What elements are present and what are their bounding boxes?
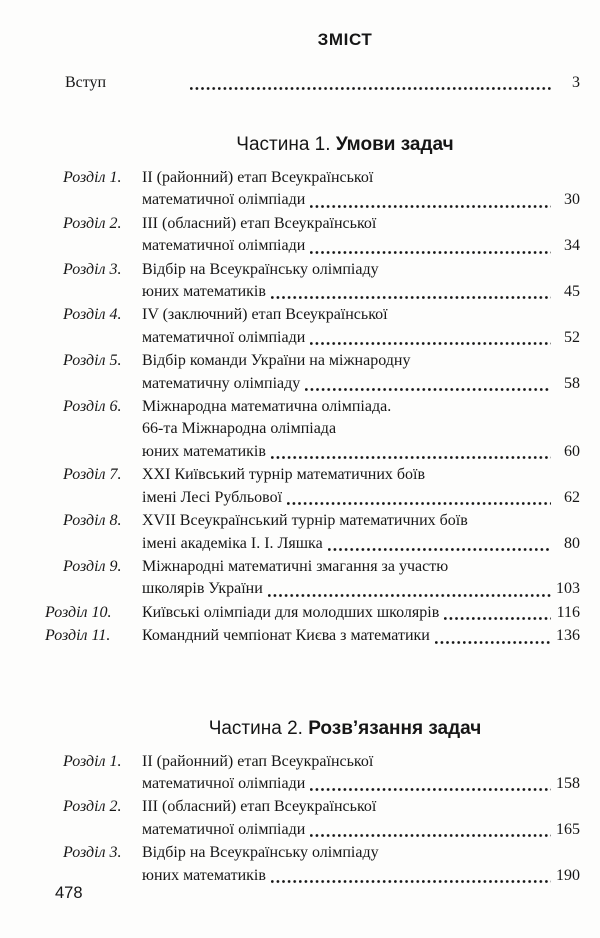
toc-entry-chapter-label: Розділ 3. xyxy=(63,260,122,278)
toc-sections xyxy=(0,134,600,887)
toc-entry-line-text: імені Лесі Рубльової xyxy=(142,488,283,506)
toc-entry xyxy=(45,304,580,349)
toc-entry-chapter-label: Розділ 3. xyxy=(63,844,122,862)
toc-entry-line: IV (заключний) етап Всеукраїнської xyxy=(142,306,388,324)
toc-entry-line: III (обласний) етап Всеукраїнської xyxy=(142,214,377,232)
toc-entry-chapter-label: Розділ 7. xyxy=(63,466,122,484)
leader-dots xyxy=(266,441,554,463)
leader-dots xyxy=(185,72,554,94)
section-heading xyxy=(110,718,580,740)
toc-entry-chapter-label: Розділ 4. xyxy=(63,306,122,324)
toc-entry-line: Відбір команди України на міжнародну xyxy=(142,352,411,370)
toc-entry-intro xyxy=(65,72,580,94)
toc-entry-chapter-label: Розділ 9. xyxy=(63,557,122,575)
toc-entry xyxy=(45,842,580,887)
toc-entry-content xyxy=(142,213,580,258)
toc-entry-line-text: математичної олімпіади xyxy=(142,820,306,838)
toc-entry-page-number: 62 xyxy=(564,488,580,506)
toc-entry-last-line xyxy=(142,281,580,303)
toc-entry-content xyxy=(142,259,580,304)
toc-entry-line: III (обласний) етап Всеукраїнської xyxy=(142,798,377,816)
leader-dots xyxy=(263,578,554,600)
toc-entry-line-text: математичної олімпіади xyxy=(142,191,306,209)
toc-entry-content xyxy=(142,510,580,555)
section-heading-prefix: Частина 1. xyxy=(236,134,336,155)
toc-entry xyxy=(45,625,580,647)
toc-entry-last-line xyxy=(142,189,580,211)
toc-entry-line: II (районний) етап Всеукраїнської xyxy=(142,752,374,770)
toc-entry-page-number: 34 xyxy=(564,237,580,255)
toc-entry xyxy=(45,350,580,395)
toc-entry-chapter-label: Розділ 6. xyxy=(63,398,122,416)
leader-dots xyxy=(439,602,554,624)
toc-entry-line: 66-та Міжнародна олімпіада xyxy=(142,420,337,438)
toc-entry xyxy=(45,259,580,304)
section-heading-prefix: Частина 2. xyxy=(208,717,309,739)
toc-entry-content xyxy=(142,602,580,624)
toc-entry-line: XVII Всеукраїнський турнір математичних боїв xyxy=(142,512,468,530)
toc-entry-last-line xyxy=(142,441,580,463)
toc-entry-last-line xyxy=(142,327,580,349)
toc-entry-page-number: 80 xyxy=(564,534,580,552)
toc-entry-line: XXI Київський турнір математичних боїв xyxy=(142,466,426,484)
toc-entry-content xyxy=(142,167,580,212)
toc-entry-line-text: математичної олімпіади xyxy=(142,328,306,346)
toc-entry-list xyxy=(45,167,580,648)
toc-entry-last-line xyxy=(142,533,580,555)
toc-entry xyxy=(45,556,580,601)
toc-entry-line-text: юних математиків xyxy=(142,866,266,884)
toc-entry xyxy=(45,167,580,212)
toc-entry-page-number: 136 xyxy=(556,627,580,645)
intro-label: Вступ xyxy=(65,74,107,91)
toc-entry-last-line xyxy=(142,235,580,257)
toc-entry-line: Відбір на Всеукраїнську олімпіаду xyxy=(142,844,379,862)
leader-dots xyxy=(282,487,554,509)
toc-entry-content xyxy=(142,842,580,887)
toc-entry-page-number: 30 xyxy=(564,191,580,209)
toc-entry-line-text: математичної олімпіади xyxy=(142,237,306,255)
section-heading-title: Умови задач xyxy=(335,134,454,155)
toc-entry-line-text: математичної олімпіади xyxy=(142,774,306,792)
toc-entry-line-text: математичну олімпіаду xyxy=(142,374,301,392)
toc-entry-content xyxy=(142,396,580,463)
toc-entry-chapter-label: Розділ 2. xyxy=(63,798,122,816)
toc-entry-page-number: 116 xyxy=(556,603,580,621)
leader-dots xyxy=(323,533,554,555)
leader-dots xyxy=(305,189,554,211)
toc-entry-line-text: юних математиків xyxy=(142,283,266,301)
page-title: ЗМІСТ xyxy=(317,30,373,49)
toc-entry-last-line xyxy=(142,773,580,795)
section-heading-title: Розв’язання задач xyxy=(308,717,482,739)
toc-entry xyxy=(45,510,580,555)
leader-dots xyxy=(305,819,554,841)
toc-entry xyxy=(45,796,580,841)
toc-entry-chapter-label: Розділ 1. xyxy=(63,169,122,186)
toc-entry-page-number: 52 xyxy=(564,328,580,346)
intro-page-number: 3 xyxy=(572,74,580,91)
toc-entry-content xyxy=(142,304,580,349)
toc-entry xyxy=(45,213,580,258)
toc-entry-chapter-label: Розділ 8. xyxy=(63,512,122,530)
toc-entry-page-number: 165 xyxy=(556,820,580,838)
toc-entry xyxy=(45,396,580,463)
toc-entry-line-text: імені академіка І. І. Ляшка xyxy=(142,534,323,552)
toc-entry-chapter-label: Розділ 11. xyxy=(45,627,111,645)
leader-dots xyxy=(266,281,554,303)
toc-entry xyxy=(45,602,580,624)
leader-dots xyxy=(430,625,554,647)
toc-entry-line-text: школярів України xyxy=(142,580,263,598)
toc-entry-last-line xyxy=(142,602,580,624)
toc-entry-last-line xyxy=(142,625,580,647)
folio-page-number: 478 xyxy=(55,884,83,902)
toc-entry-line: Міжнародна математична олімпіада. xyxy=(142,398,392,416)
toc-entry-page-number: 190 xyxy=(556,866,580,884)
toc-entry-last-line xyxy=(142,578,580,600)
toc-entry-content xyxy=(142,556,580,601)
toc-entry xyxy=(45,464,580,509)
section-heading xyxy=(110,134,580,156)
leader-dots xyxy=(305,235,554,257)
toc-entry-page-number: 58 xyxy=(564,374,580,392)
toc-entry-line-text: юних математиків xyxy=(142,442,266,460)
toc-entry-page-number: 158 xyxy=(556,774,580,792)
toc-entry-page-number: 103 xyxy=(556,580,580,598)
toc-entry-line: Міжнародні математичні змагання за участю xyxy=(142,557,449,575)
toc-entry-content xyxy=(142,751,580,796)
toc-entry-chapter-label: Розділ 5. xyxy=(63,352,122,370)
toc-entry-line-text: Командний чемпіонат Києва з математики xyxy=(142,627,430,645)
toc-entry-page-number: 45 xyxy=(564,283,580,301)
toc-entry xyxy=(45,751,580,796)
leader-dots xyxy=(305,773,554,795)
toc-entry-last-line xyxy=(142,487,580,509)
toc-entry-page-number: 60 xyxy=(564,442,580,460)
leader-dots xyxy=(300,373,554,395)
toc-entry-last-line xyxy=(142,865,580,887)
toc-entry-chapter-label: Розділ 2. xyxy=(63,214,122,232)
toc-entry-last-line xyxy=(142,819,580,841)
toc-entry-chapter-label: Розділ 10. xyxy=(45,603,112,621)
toc-entry-content xyxy=(142,464,580,509)
toc-entry-list xyxy=(45,751,580,887)
toc-entry-last-line xyxy=(142,373,580,395)
toc-entry-line-text: Київські олімпіади для молодших школярів xyxy=(142,603,440,621)
toc-entry-line: Відбір на Всеукраїнську олімпіаду xyxy=(142,260,379,278)
toc-entry-content xyxy=(142,796,580,841)
toc-entry-line: II (районний) етап Всеукраїнської xyxy=(142,169,374,186)
leader-dots xyxy=(266,865,554,887)
leader-dots xyxy=(305,327,554,349)
toc-entry-chapter-label: Розділ 1. xyxy=(63,752,122,770)
toc-entry-content xyxy=(142,625,580,647)
toc-entry-content xyxy=(142,350,580,395)
